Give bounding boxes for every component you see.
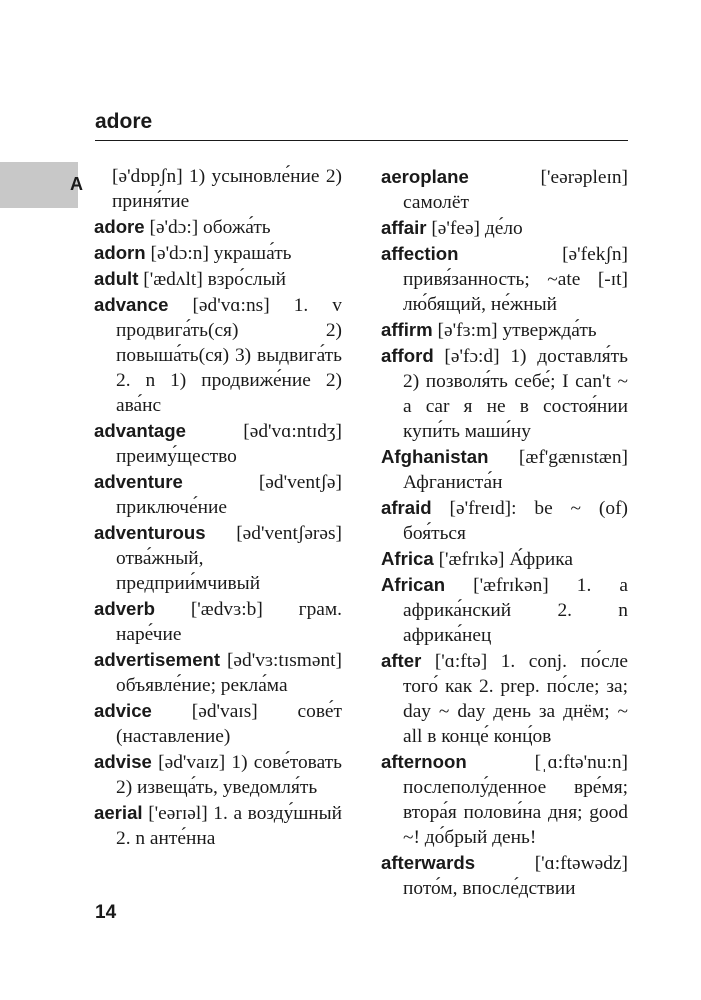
dictionary-entry: [94, 164, 342, 214]
entry-text: [əd'vɜ:tɪsmənt] объявле́ние; рекла́ма: [116, 650, 342, 696]
header-rule: [95, 140, 628, 141]
entry-text: [əd'ventʃərəs] отва́жный, предприи́мчивый: [116, 523, 342, 594]
entry-text: [ə'fɜ:m] утвержда́ть: [432, 320, 597, 341]
dictionary-entry: [94, 647, 342, 698]
dictionary-entry: [381, 317, 628, 343]
entry-text: [ˌɑ:ftə'nu:n] послеполу́денное вре́мя; втора́я полови́на дня; good ~! до́брый день!: [403, 752, 628, 848]
dictionary-entry: [381, 164, 628, 215]
entry-text: ['ɑ:ftəwədz] пото́м, впосле́дствии: [403, 853, 628, 899]
entry-headword: afterwards: [381, 852, 476, 873]
entry-headword: advantage: [94, 420, 186, 441]
page-number: 14: [95, 902, 117, 923]
entry-headword: affirm: [381, 319, 433, 340]
entry-headword: affair: [381, 217, 427, 238]
dictionary-entry: [94, 469, 342, 520]
entry-text: [ə'dɔ:n] украша́ть: [145, 243, 292, 264]
entry-headword: advance: [94, 294, 169, 315]
entry-headword: Africa: [381, 548, 434, 569]
entry-text: [əd'vɑ:ns] 1. v продвига́ть(ся) 2) повыша́ть(ся) 3) выдвига́ть 2. n 1) продвиже́ние 2) ава́нс: [116, 295, 342, 416]
entry-text: [ə'dɔ:] обожа́ть: [144, 217, 271, 238]
entry-headword: afternoon: [381, 751, 467, 772]
entry-headword: advice: [94, 700, 152, 721]
entry-text: [ə'dɒpʃn] 1) усыновле́ние 2) приня́тие: [112, 166, 342, 212]
dictionary-entry: [94, 749, 342, 800]
dictionary-entry: [94, 266, 342, 292]
entry-headword: adorn: [94, 242, 146, 263]
dictionary-entry: [381, 215, 628, 241]
entry-headword: adventurous: [94, 522, 206, 543]
entry-text: [ə'feə] де́ло: [426, 218, 523, 239]
dictionary-entry: [94, 800, 342, 851]
dictionary-entry: [381, 648, 628, 749]
entry-headword: advise: [94, 751, 152, 772]
entry-text: [əd'vɑ:ntɪdʒ] преиму́щество: [116, 421, 342, 467]
entry-text: [əd'ventʃə] приключе́ние: [116, 472, 342, 518]
dictionary-entry: [94, 240, 342, 266]
dictionary-entry: [381, 444, 628, 495]
dictionary-entry: [381, 546, 628, 572]
dictionary-entry: [94, 214, 342, 240]
dictionary-entry: [381, 572, 628, 648]
entry-headword: aeroplane: [381, 166, 469, 187]
right-column: [381, 164, 628, 901]
entry-headword: African: [381, 574, 446, 595]
entry-headword: afford: [381, 345, 434, 366]
dictionary-entry: [381, 495, 628, 546]
entry-text: ['eərəpleɪn] самолёт: [403, 167, 628, 213]
entry-text: [əd'vaɪz] 1) сове́товать 2) извеща́ть, уведомля́ть: [116, 752, 342, 798]
entry-text: [əd'vaɪs] сове́т (наставление): [116, 701, 342, 747]
entry-headword: adverb: [94, 598, 155, 619]
dictionary-entry: [94, 698, 342, 749]
entry-text: ['ɑ:ftə] 1. conj. по́сле того́ как 2. prep. по́сле; за; day ~ day день за днём; ~ all в конце́ конц́ов: [403, 651, 628, 747]
dictionary-entry: [94, 520, 342, 596]
entry-headword: Afghanistan: [381, 446, 489, 467]
dictionary-entry: [94, 418, 342, 469]
section-letter: A: [70, 174, 83, 194]
entry-headword: adventure: [94, 471, 183, 492]
entry-text: [ə'fɔ:d] 1) доставля́ть 2) позволя́ть себе́; I can't ~ a car я не в состоя́нии купи́ть маши́ну: [403, 346, 628, 442]
entry-text: ['eərɪəl] 1. a возду́шный 2. n анте́нна: [116, 803, 342, 849]
entry-text: ['æfrɪkən] 1. a африка́нский 2. n африка́нец: [403, 575, 628, 646]
entry-text: ['ædʌlt] взро́слый: [138, 269, 287, 290]
entry-text: [æf'gænɪstæn] Афганиста́н: [403, 447, 628, 493]
dictionary-entry: [381, 749, 628, 850]
dictionary-entry: [381, 343, 628, 444]
dictionary-entry: [94, 292, 342, 418]
entry-headword: aerial: [94, 802, 143, 823]
running-head: adore: [95, 110, 153, 133]
entry-headword: afraid: [381, 497, 432, 518]
entry-headword: adult: [94, 268, 139, 289]
entry-headword: adore: [94, 216, 145, 237]
entry-headword: advertisement: [94, 649, 221, 670]
entry-text: [ə'fekʃn] привя́занность; ~ate [-ɪt] лю́бящий, не́жный: [403, 244, 628, 315]
entry-headword: affection: [381, 243, 459, 264]
section-letter-tab: [0, 162, 83, 208]
dictionary-entry: [94, 596, 342, 647]
entry-headword: after: [381, 650, 422, 671]
entry-text: ['ædvɜ:b] грам. наре́чие: [116, 599, 342, 645]
dictionary-entry: [381, 241, 628, 317]
entry-text: ['æfrɪkə] А́фрика: [433, 549, 573, 570]
entry-text: [ə'freɪd]: be ~ (of) боя́ться: [403, 498, 628, 544]
left-column: [94, 164, 342, 851]
dictionary-entry: [381, 850, 628, 901]
